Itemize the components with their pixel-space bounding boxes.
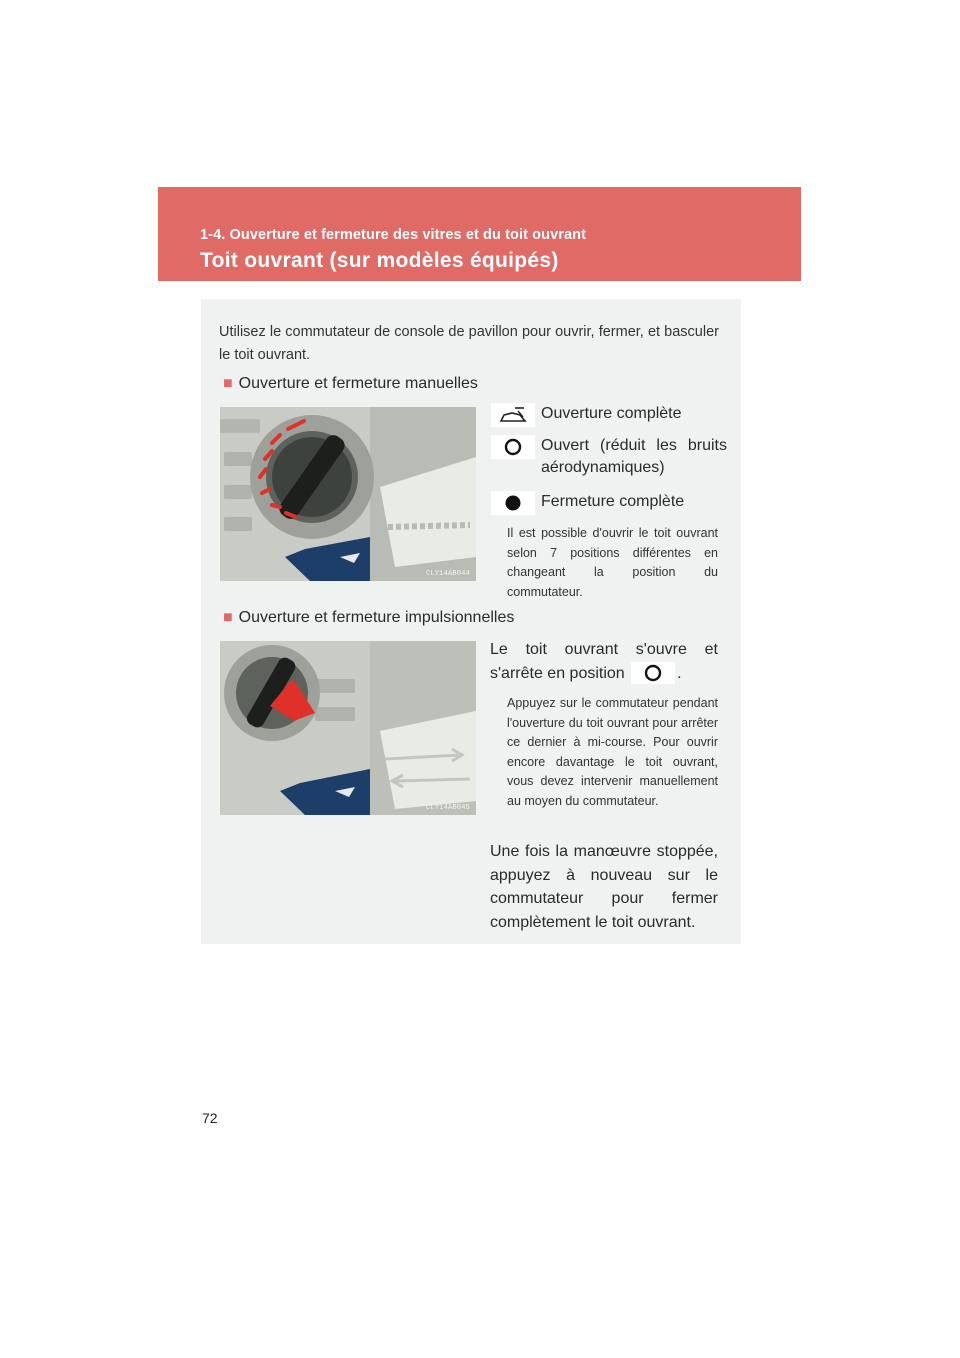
overhead-console-illustration: [220, 407, 476, 581]
section-label: 1-4. Ouverture et fermeture des vitres et du toit ouvrant: [200, 227, 587, 243]
legend-text: Ouvert (réduit les bruits aérodynamiques): [541, 437, 727, 476]
onetouch-text-after: .: [677, 664, 682, 682]
onetouch-text: [490, 638, 718, 685]
onetouch-heading: [223, 609, 514, 627]
legend-text: Fermeture complète: [541, 493, 685, 510]
onetouch-heading-text: Ouverture et fermeture impulsionnelles: [238, 609, 515, 626]
page-number: 72: [202, 1110, 218, 1126]
legend-full-close: [491, 491, 727, 515]
chapter-header: [158, 187, 801, 281]
page-title: Toit ouvrant (sur modèles équipés): [200, 249, 559, 272]
onetouch-note: Appuyez sur le commutateur pendant l'ouverture du toit ouvrant pour arrêter ce dernier à mi-course. Pour ouvrir encore davantage le toit ouvrant, vous devez intervenir manuellement au moyen du commutateur.: [507, 696, 718, 808]
image-code: CLY14AB044: [425, 570, 470, 578]
legend-full-open: [491, 403, 727, 427]
manual-note: Il est possible d'ouvrir le toit ouvrant selon 7 positions différentes en changeant la position du commutateur.: [507, 526, 718, 599]
image-code: CLY14AB045: [425, 804, 470, 812]
onetouch-text-before: Le toit ouvrant s'ouvre et s'arrête en position: [490, 641, 718, 682]
overhead-console-illustration: [220, 641, 476, 815]
square-bullet-icon: ■: [223, 609, 233, 626]
legend-text: Ouverture complète: [541, 405, 682, 422]
manual-heading-text: Ouverture et fermeture manuelles: [238, 375, 478, 392]
ring-icon: [631, 662, 675, 684]
manual-switch-photo: [220, 407, 476, 581]
onetouch-closing: Une fois la manœuvre stoppée, appuyez à nouveau sur le commutateur pour fermer complètement le toit ouvrant.: [490, 843, 718, 931]
filled-dot-icon: [491, 491, 535, 515]
content-panel: [201, 299, 741, 944]
manual-heading: [223, 375, 478, 393]
tilt-roof-icon: [491, 403, 535, 427]
square-bullet-icon: ■: [223, 375, 233, 392]
ring-icon: [491, 435, 535, 459]
onetouch-switch-photo: [220, 641, 476, 815]
intro-text: Utilisez le commutateur de console de pavillon pour ouvrir, fermer, et basculer le toit ouvrant.: [219, 324, 719, 363]
legend-vent-open: [491, 435, 727, 479]
